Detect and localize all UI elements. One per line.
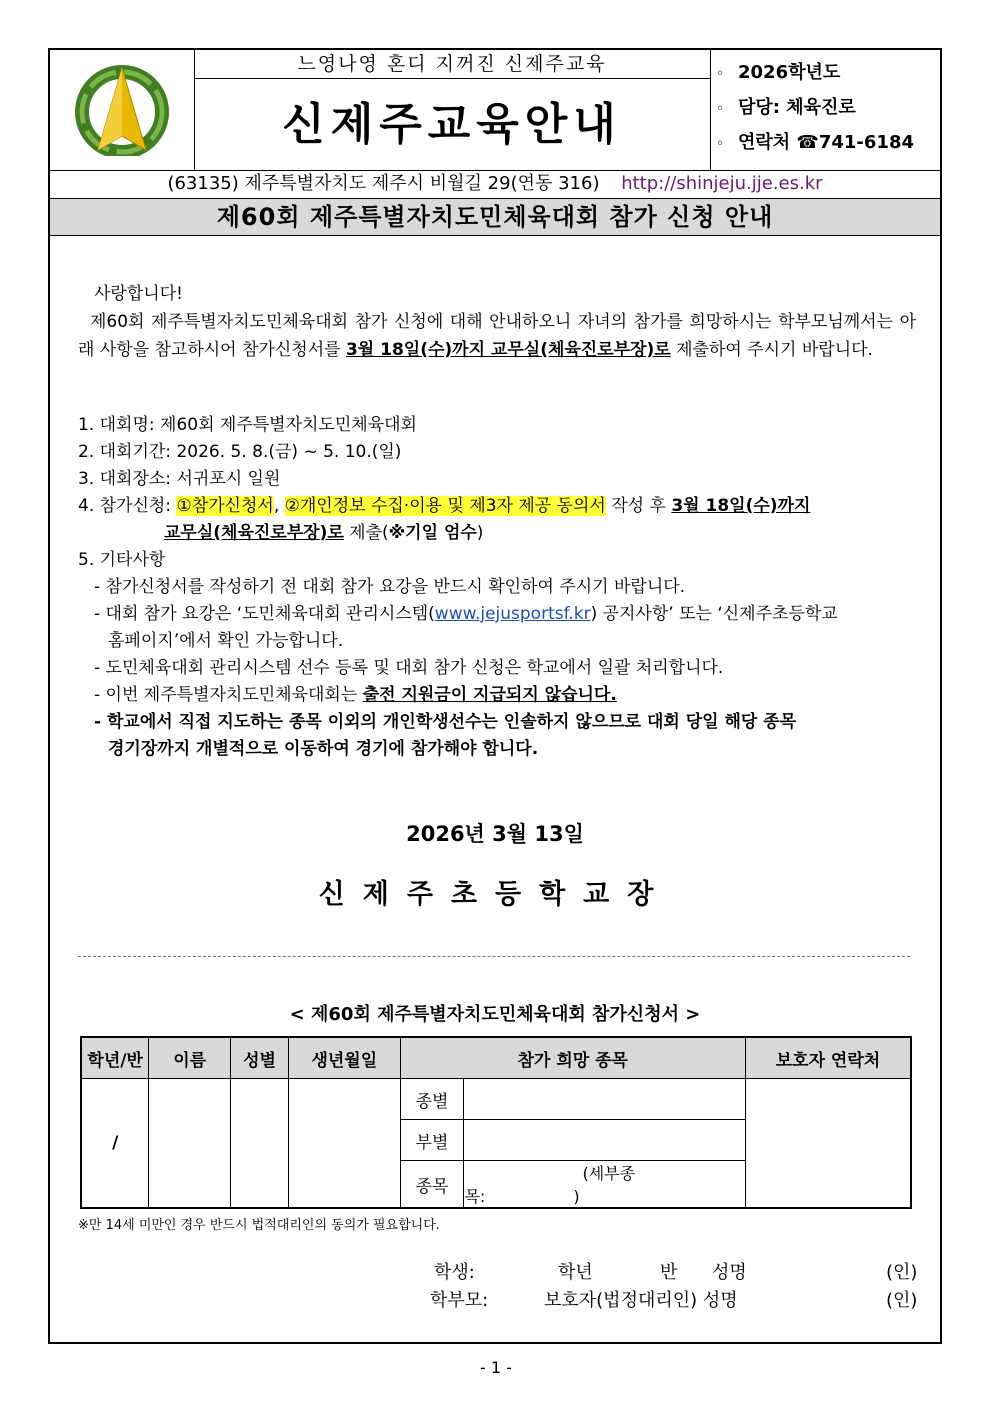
guardian-contact-field[interactable] [745, 1079, 911, 1209]
notice-date: 2026년 3월 13일 [406, 822, 584, 846]
other-note-5-cont: 경기장까지 개별적으로 이동하여 경기에 참가해야 합니다. [108, 739, 539, 759]
other-note-1: - 참가신청서를 작성하기 전 대회 참가 요강을 반드시 확인하여 주시기 바랍니다. [94, 577, 686, 597]
other-note-2-cont: 홈페이지’에서 확인 가능합니다. [108, 631, 344, 651]
greeting: 사랑합니다! [94, 284, 183, 304]
title-cell [194, 50, 711, 170]
age-consent-note: ※만 14세 미만인 경우 반드시 법적대리인의 동의가 필요합니다. [78, 1218, 440, 1233]
address-bar [50, 170, 940, 199]
category-field[interactable] [464, 1120, 746, 1161]
header-name: 이름 [149, 1037, 231, 1079]
item-event-venue: 3. 대회장소: 서귀포시 일원 [78, 469, 281, 489]
header-desired-event: 참가 희망 종목 [400, 1037, 745, 1079]
name-field[interactable] [149, 1079, 231, 1209]
parent-label: 학부모: [430, 1290, 489, 1311]
intro-paragraph: 제60회 제주특별자치도민체육대회 참가 신청에 대해 안내하오니 자녀의 참가를 희망하시는 학부모님께서는 아래 사항을 참고하시어 참가신청서를 3월 18일(수)까지 교무실(체육진로부장)로 제출하여 주시기 바랍니다. [78, 312, 916, 360]
parent-seal: (인) [886, 1290, 918, 1311]
logo-cell [50, 50, 195, 170]
school-logo-icon [74, 64, 170, 156]
notice-title: 제60회 제주특별자치도민체육대회 참가 신청 안내 [50, 199, 940, 236]
student-class-label: 반 [660, 1262, 678, 1283]
newsletter-title: 신제주교육안내 [282, 99, 622, 150]
event-label: 종목 [400, 1161, 464, 1209]
form-title: < 제60회 제주특별자치도민체육대회 참가신청서 > [289, 1004, 701, 1025]
school-url-link[interactable]: http://shinjeju.jje.es.kr [621, 173, 823, 194]
student-grade-label: 학년 [558, 1262, 593, 1283]
parent-name-label: 보호자(법정대리인) 성명 [544, 1290, 738, 1311]
other-note-3: - 도민체육대회 관리시스템 선수 등록 및 대회 참가 신청은 학교에서 일괄 처리합니다. [94, 658, 724, 678]
other-note-5: - 학교에서 직접 지도하는 종목 이외의 개인학생선수는 인솔하지 않으므로 대회 당일 해당 종목 [94, 712, 797, 732]
sports-system-link[interactable]: www.jejusportsf.kr [434, 604, 591, 624]
student-name-label: 성명 [712, 1262, 747, 1283]
header-guardian-contact: 보호자 연락처 [745, 1037, 911, 1079]
category-label: 부별 [400, 1120, 464, 1161]
info-cell [712, 56, 940, 161]
birthdate-field[interactable] [288, 1079, 400, 1209]
item-event-name: 1. 대회명: 제60회 제주특별자치도민체육대회 [78, 415, 417, 435]
item-application-cont: 교무실(체육진로부장)로 제출(※기일 엄수) [164, 523, 484, 543]
header-grade-class: 학년/반 [81, 1037, 149, 1079]
info-year: ◦ 2026학년도 [716, 62, 841, 83]
grade-class-field[interactable]: / [81, 1079, 149, 1209]
page-number: - 1 - [480, 1358, 512, 1377]
division-field[interactable] [464, 1079, 746, 1120]
application-form-table [80, 1036, 912, 1209]
header-birthdate: 생년월일 [288, 1037, 400, 1079]
cut-line [78, 956, 910, 957]
school-address: (63135) 제주특별자치도 제주시 비월길 29(연동 316) [167, 173, 600, 194]
division-label: 종별 [400, 1079, 464, 1120]
info-department: ◦ 담당: 체육진로 [716, 97, 856, 118]
item-other: 5. 기타사항 [78, 550, 166, 570]
student-label: 학생: [434, 1262, 475, 1283]
info-contact: ◦ 연락처 ☎741-6184 [716, 132, 914, 153]
item-event-period: 2. 대회기간: 2026. 5. 8.(금) ~ 5. 10.(일) [78, 442, 402, 462]
other-note-2: - 대회 참가 요강은 ‘도민체육대회 관리시스템(www.jejusportsf.kr) 공지사항’ 또는 ‘신제주초등학교 [94, 604, 838, 624]
other-note-4: - 이번 제주특별자치도민체육대회는 출전 지원금이 지급되지 않습니다. [94, 685, 617, 705]
header [50, 50, 940, 171]
details-list [78, 412, 916, 763]
document-page [48, 48, 942, 1344]
consent-form-doc: ②개인정보 수집·이용 및 제3자 제공 동의서 [284, 496, 606, 516]
header-gender: 성별 [231, 1037, 289, 1079]
slogan: 느영나영 혼디 지꺼진 신제주교육 [194, 50, 710, 79]
notice-body [78, 280, 916, 763]
deadline-highlight: 3월 18일(수)까지 교무실(체육진로부장)로 [345, 340, 671, 360]
event-field[interactable]: (세부종목: ) [464, 1161, 746, 1209]
student-seal: (인) [886, 1262, 918, 1283]
application-form-doc: ①참가신청서 [176, 496, 274, 516]
item-application: 4. 참가신청: ①참가신청서, ②개인정보 수집·이용 및 제3자 제공 동의서 작성 후 3월 18일(수)까지 [78, 496, 811, 516]
principal-signature: 신제주초등학교장 [318, 879, 672, 910]
gender-field[interactable] [231, 1079, 289, 1209]
